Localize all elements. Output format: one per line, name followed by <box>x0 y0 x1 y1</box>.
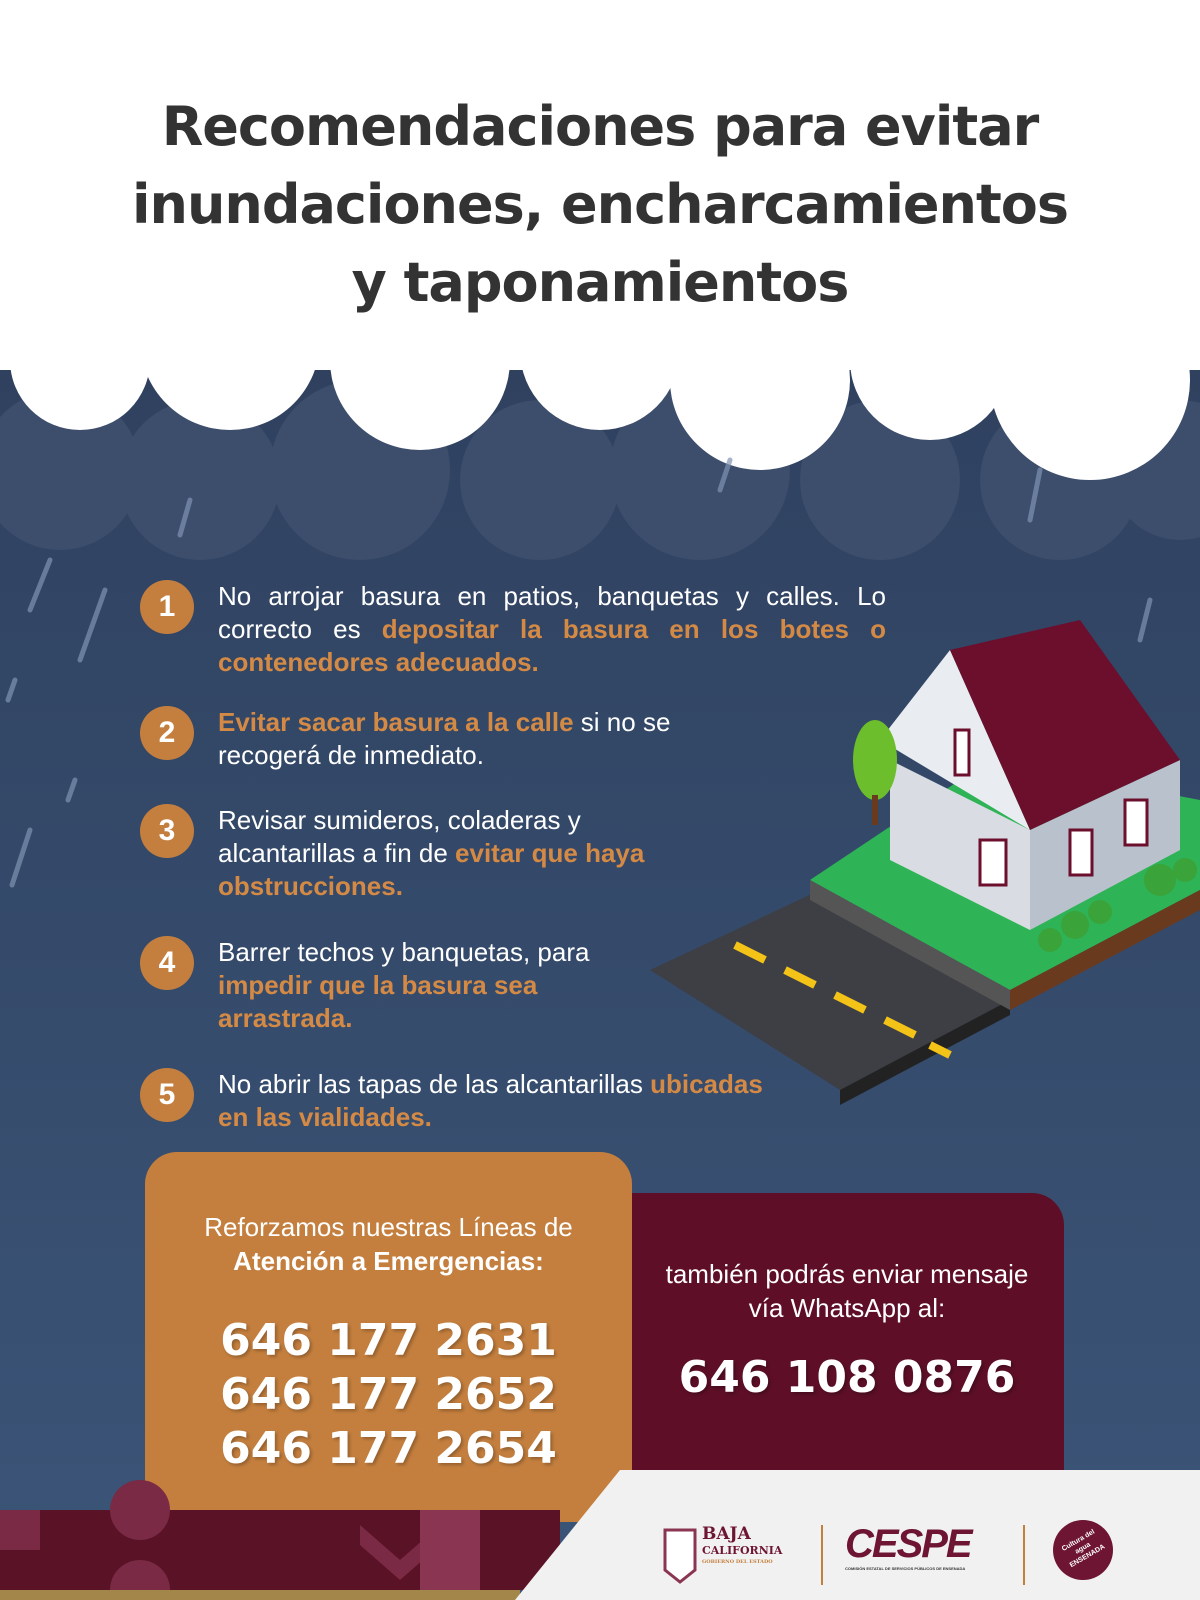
emergency-phone[interactable]: 646 177 2652 <box>220 1369 557 1420</box>
recommendation-text: No arrojar basura en patios, banquetas y calles. Lo correcto es depositar la basura en los botes o contenedores adecuados. <box>218 581 886 677</box>
recommendation-item <box>140 580 886 679</box>
step-number: 2 <box>140 706 194 760</box>
recommendation-item <box>140 804 658 903</box>
whatsapp-lead: también podrás enviar mensaje vía WhatsApp al: <box>665 1259 1029 1323</box>
recommendation-item <box>140 1068 778 1134</box>
recommendation-item <box>140 936 648 1035</box>
emergency-phone[interactable]: 646 177 2631 <box>220 1315 557 1366</box>
recommendation-item <box>140 706 748 772</box>
title-line: y taponamientos <box>351 251 849 314</box>
title-line: Recomendaciones para evitar <box>161 95 1039 158</box>
baja-california-shield-icon <box>665 1530 695 1582</box>
footer-band <box>0 1470 1200 1600</box>
whatsapp-panel <box>630 1193 1064 1483</box>
cultura-agua-logo: Cultura del agua ENSENADA <box>1060 1528 1107 1570</box>
recommendation-text: No abrir las tapas de las alcantarillas ubicadas en las vialidades. <box>218 1069 763 1132</box>
recommendation-text: Revisar sumideros, coladeras y alcantarillas a fin de evitar que haya obstrucciones. <box>218 805 645 901</box>
whatsapp-phone[interactable]: 646 108 0876 <box>678 1352 1016 1403</box>
step-number: 5 <box>140 1068 194 1122</box>
title-line: inundaciones, encharcamientos <box>131 173 1068 236</box>
recommendation-text: Evitar sacar basura a la calle si no se recogerá de inmediato. <box>218 707 671 770</box>
emergency-phone[interactable]: 646 177 2654 <box>220 1423 557 1474</box>
recommendation-text: Barrer techos y banquetas, para impedir que la basura sea arrastrada. <box>218 937 590 1033</box>
step-number: 1 <box>140 580 194 634</box>
cespe-logo: CESPE COMISIÓN ESTATAL DE SERVICIOS PÚBLICOS DE ENSENADA <box>845 1522 971 1571</box>
emergency-panel <box>145 1152 632 1522</box>
emergency-lead: Reforzamos nuestras Líneas de Atención a Emergencias: <box>204 1212 573 1276</box>
step-number: 4 <box>140 936 194 990</box>
step-number: 3 <box>140 804 194 858</box>
page-title <box>0 88 1200 322</box>
baja-california-logo: BAJA CALIFORNIA GOBIERNO DEL ESTADO <box>702 1524 783 1565</box>
